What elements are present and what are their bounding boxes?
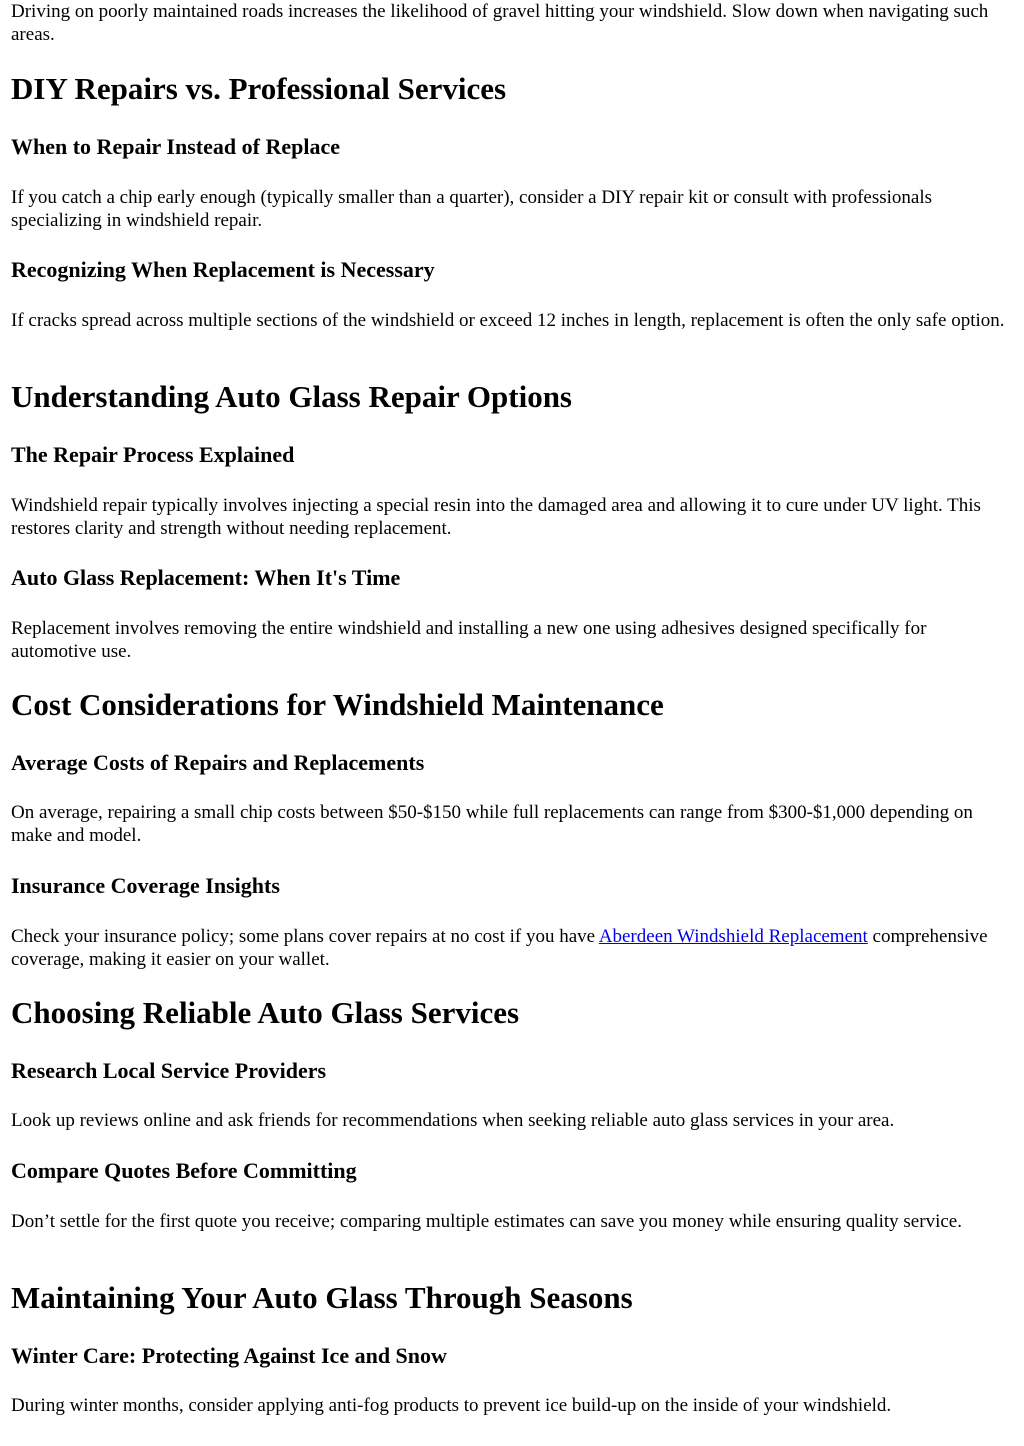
subheading-average-costs: Average Costs of Repairs and Replacements — [11, 750, 425, 775]
paragraph-replacement-necessary: If cracks spread across multiple sections of the windshield or exceed 12 inches in length, replacement is often the only safe option. — [11, 310, 1005, 331]
paragraph-insurance-coverage — [11, 925, 1016, 971]
subheading-when-to-repair: When to Repair Instead of Replace — [11, 134, 340, 159]
paragraph-repair-process: Windshield repair typically involves injecting a special resin into the damaged area and allowing it to cure under UV light. This restores clarity and strength without needing replacement. — [11, 495, 981, 539]
insurance-text-after: comprehensive coverage, making it easier on your wallet. — [11, 926, 988, 970]
section-heading-repair-options: Understanding Auto Glass Repair Options — [11, 379, 572, 414]
subheading-replacement-necessary: Recognizing When Replacement is Necessary — [11, 257, 435, 282]
subheading-winter-care: Winter Care: Protecting Against Ice and Snow — [11, 1343, 447, 1368]
paragraph-when-to-repair: If you catch a chip early enough (typically smaller than a quarter), consider a DIY repair kit or consult with professionals specializing in windshield repair. — [11, 187, 933, 231]
section-heading-reliable-services: Choosing Reliable Auto Glass Services — [11, 995, 520, 1030]
section-heading-cost-considerations: Cost Considerations for Windshield Maintenance — [11, 687, 664, 722]
paragraph-average-costs: On average, repairing a small chip costs between $50-$150 while full replacements can range from $300-$1,000 depending on make and model. — [11, 802, 973, 846]
paragraph-research-providers: Look up reviews online and ask friends for recommendations when seeking reliable auto glass services in your area. — [11, 1110, 895, 1131]
subheading-repair-process: The Repair Process Explained — [11, 442, 295, 467]
section-heading-diy-vs-professional: DIY Repairs vs. Professional Services — [11, 71, 507, 106]
aberdeen-windshield-replacement-link[interactable]: Aberdeen Windshield Replacement — [598, 926, 868, 947]
subheading-compare-quotes: Compare Quotes Before Committing — [11, 1158, 357, 1183]
paragraph-winter-care: During winter months, consider applying anti-fog products to prevent ice build-up on the inside of your windshield. — [11, 1395, 892, 1416]
paragraph-replacement-time: Replacement involves removing the entire windshield and installing a new one using adhesives designed specifically for automotive use. — [11, 618, 927, 662]
subheading-replacement-time: Auto Glass Replacement: When It's Time — [11, 565, 401, 590]
paragraph-compare-quotes: Don’t settle for the first quote you receive; comparing multiple estimates can save you money while ensuring quality service. — [11, 1211, 962, 1232]
section-heading-seasonal-maintenance: Maintaining Your Auto Glass Through Seasons — [11, 1280, 633, 1315]
insurance-text-before: Check your insurance policy; some plans cover repairs at no cost if you have — [11, 926, 599, 947]
intro-paragraph: Driving on poorly maintained roads increases the likelihood of gravel hitting your windshield. Slow down when navigating such areas. — [11, 1, 989, 45]
subheading-insurance-coverage: Insurance Coverage Insights — [11, 873, 280, 898]
subheading-research-providers: Research Local Service Providers — [11, 1058, 327, 1083]
